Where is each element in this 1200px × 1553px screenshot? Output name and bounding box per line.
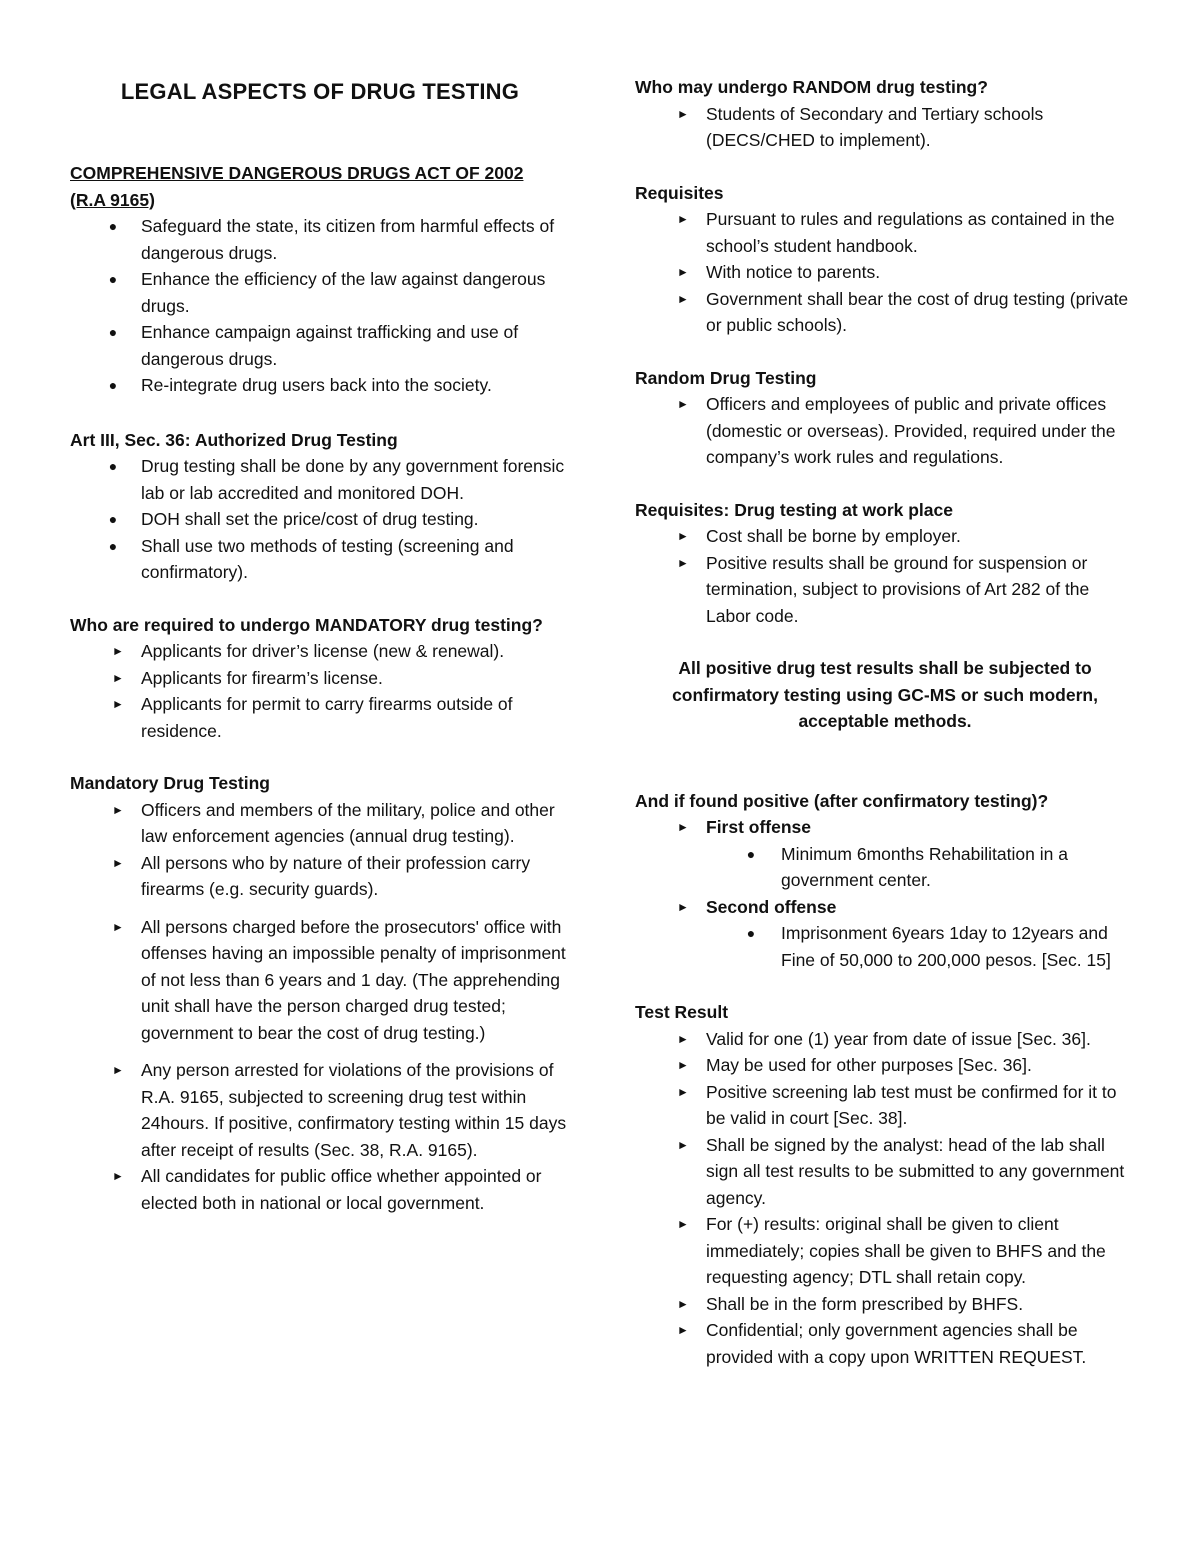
arrow-bullet-icon: ► — [677, 265, 689, 279]
arrow-bullet-icon: ► — [677, 1031, 689, 1046]
arrow-bullet-icon: ► — [112, 670, 124, 685]
arrow-bullet-icon: ► — [112, 919, 124, 934]
work-heading: Requisites: Drug testing at work place — [635, 499, 953, 520]
arrow-bullet-icon: ► — [677, 555, 689, 570]
second-offense-detail: ● Imprisonment 6years 1day to 12years and Fine of 50,000 to 200,000 pesos. [Sec. 15] — [635, 920, 1135, 973]
list-item: ► Positive results shall be ground for suspension or termination, subject to provisions of Art 282 of the Labor code. — [635, 550, 1135, 630]
arrow-bullet-icon: ► — [677, 529, 689, 543]
act-heading: COMPREHENSIVE DANGEROUS DRUGS ACT OF 2002 — [70, 163, 524, 183]
test-result-section — [635, 999, 1135, 1370]
bullet-icon: ● — [108, 271, 118, 287]
list-item: ● Drug testing shall be done by any government forensic lab or lab accredited and monitored DOH. — [70, 453, 570, 506]
list-item: ● Safeguard the state, its citizen from harmful effects of dangerous drugs. — [70, 213, 570, 266]
list-item: ► Officers and members of the military, police and other law enforcement agencies (annual drug testing). — [70, 797, 570, 850]
list-item: ► Students of Secondary and Tertiary schools (DECS/CHED to implement). — [635, 101, 1135, 154]
list-item: ► All candidates for public office whether appointed or elected both in national or local government. — [70, 1163, 570, 1216]
first-offense-item: ► First offense — [635, 814, 1135, 841]
random-question-heading: Who may undergo RANDOM drug testing? — [635, 77, 988, 97]
test-result-heading: Test Result — [635, 1002, 729, 1022]
list-item: ► Applicants for firearm’s license. — [70, 665, 570, 692]
arrow-bullet-icon: ► — [112, 1169, 124, 1183]
arrow-bullet-icon: ► — [677, 291, 689, 306]
random-question-section — [635, 74, 1135, 154]
list-item: ► Shall be signed by the analyst: head of the lab shall sign all test results to be submitted to any government agency. — [635, 1132, 1135, 1212]
art-heading: Art III, Sec. 36: Authorized Drug Testing — [70, 429, 398, 450]
mandatory-question-section — [70, 612, 570, 745]
arrow-bullet-icon: ► — [677, 1084, 689, 1099]
bullet-icon: ● — [108, 511, 118, 527]
arrow-bullet-icon: ► — [677, 106, 689, 121]
list-item: ► All persons charged before the prosecutors' office with offenses having an impossible penalty of imprisonment of not less than 6 years and 1 day. (The apprehending unit shall have the person charged drug tested; government to bear the cost of drug testing.) — [70, 914, 570, 1047]
work-section — [635, 497, 1135, 630]
list-item: ► With notice to parents. — [635, 259, 1135, 286]
mandatory-question-heading: Who are required to undergo MANDATORY drug testing? — [70, 614, 543, 635]
list-item: ● Re-integrate drug users back into the society. — [70, 372, 570, 399]
arrow-bullet-icon: ► — [112, 855, 124, 870]
arrow-bullet-icon: ► — [112, 1063, 124, 1077]
arrow-bullet-icon: ► — [677, 212, 689, 226]
arrow-bullet-icon: ► — [677, 820, 689, 834]
list-item: ● Enhance the efficiency of the law against dangerous drugs. — [70, 266, 570, 319]
arrow-bullet-icon: ► — [677, 397, 689, 411]
list-item: ► Confidential; only government agencies shall be provided with a copy upon WRITTEN REQUEST. — [635, 1317, 1135, 1370]
bullet-icon: ● — [108, 377, 118, 393]
arrow-bullet-icon: ► — [112, 644, 124, 658]
list-item: ► Officers and employees of public and private offices (domestic or overseas). Provided, required under the company’s work rules and regulations. — [635, 391, 1135, 471]
list-item: ► Shall be in the form prescribed by BHFS. — [635, 1291, 1135, 1318]
act-number: (R.A 9165) — [70, 189, 155, 210]
list-item: ● Enhance campaign against trafficking and use of dangerous drugs. — [70, 319, 570, 372]
arrow-bullet-icon: ► — [677, 899, 689, 914]
random-heading: Random Drug Testing — [635, 367, 817, 388]
list-item: ► For (+) results: original shall be given to client immediately; copies shall be given to BHFS and the requesting agency; DTL shall retain copy. — [635, 1211, 1135, 1291]
arrow-bullet-icon: ► — [112, 697, 124, 711]
mandatory-heading: Mandatory Drug Testing — [70, 773, 270, 793]
arrow-bullet-icon: ► — [677, 1296, 689, 1311]
bullet-icon: ● — [746, 925, 756, 941]
document-title: LEGAL ASPECTS OF DRUG TESTING — [120, 79, 520, 104]
first-offense-detail: ● Minimum 6months Rehabilitation in a government center. — [635, 841, 1135, 894]
list-item: ► Pursuant to rules and regulations as contained in the school’s student handbook. — [635, 206, 1135, 259]
requisites-heading: Requisites — [635, 182, 724, 203]
confirmatory-notice: All positive drug test results shall be subjected to confirmatory testing using GC-MS or such modern, acceptable methods. — [672, 658, 1098, 731]
list-item: ► Positive screening lab test must be confirmed for it to be valid in court [Sec. 38]. — [635, 1079, 1135, 1132]
arrow-bullet-icon: ► — [677, 1137, 689, 1152]
arrow-bullet-icon: ► — [677, 1323, 689, 1337]
arrow-bullet-icon: ► — [677, 1217, 689, 1231]
act-section — [70, 160, 570, 399]
positive-heading: And if found positive (after confirmatory testing)? — [635, 790, 1049, 811]
list-item: ► All persons who by nature of their profession carry firearms (e.g. security guards). — [70, 850, 570, 903]
list-item: ► Applicants for permit to carry firearms outside of residence. — [70, 691, 570, 744]
left-column — [70, 74, 570, 1216]
second-offense-item: ► Second offense — [635, 894, 1135, 921]
list-item: ► May be used for other purposes [Sec. 36]. — [635, 1052, 1135, 1079]
bullet-icon: ● — [108, 218, 118, 234]
list-item: ● Shall use two methods of testing (screening and confirmatory). — [70, 533, 570, 586]
art-section — [70, 427, 570, 586]
right-column — [635, 74, 1135, 1370]
bullet-icon: ● — [746, 845, 756, 862]
bullet-icon: ● — [108, 324, 118, 340]
arrow-bullet-icon: ► — [677, 1058, 689, 1072]
list-item: ► Government shall bear the cost of drug testing (private or public schools). — [635, 286, 1135, 339]
bullet-icon: ● — [108, 458, 118, 474]
list-item: ● DOH shall set the price/cost of drug testing. — [70, 506, 570, 533]
positive-section — [635, 788, 1135, 974]
list-item: ► Applicants for driver’s license (new & renewal). — [70, 638, 570, 665]
random-section — [635, 365, 1135, 471]
arrow-bullet-icon: ► — [112, 802, 124, 817]
requisites-section — [635, 180, 1135, 339]
mandatory-section — [70, 770, 570, 1216]
list-item: ► Valid for one (1) year from date of issue [Sec. 36]. — [635, 1026, 1135, 1053]
list-item: ► Cost shall be borne by employer. — [635, 523, 1135, 550]
list-item: ► Any person arrested for violations of the provisions of R.A. 9165, subjected to screening drug test within 24hours. If positive, confirmatory testing within 15 days after receipt of results (Sec. 38, R.A. 9165). — [70, 1057, 570, 1163]
bullet-icon: ● — [108, 537, 118, 554]
